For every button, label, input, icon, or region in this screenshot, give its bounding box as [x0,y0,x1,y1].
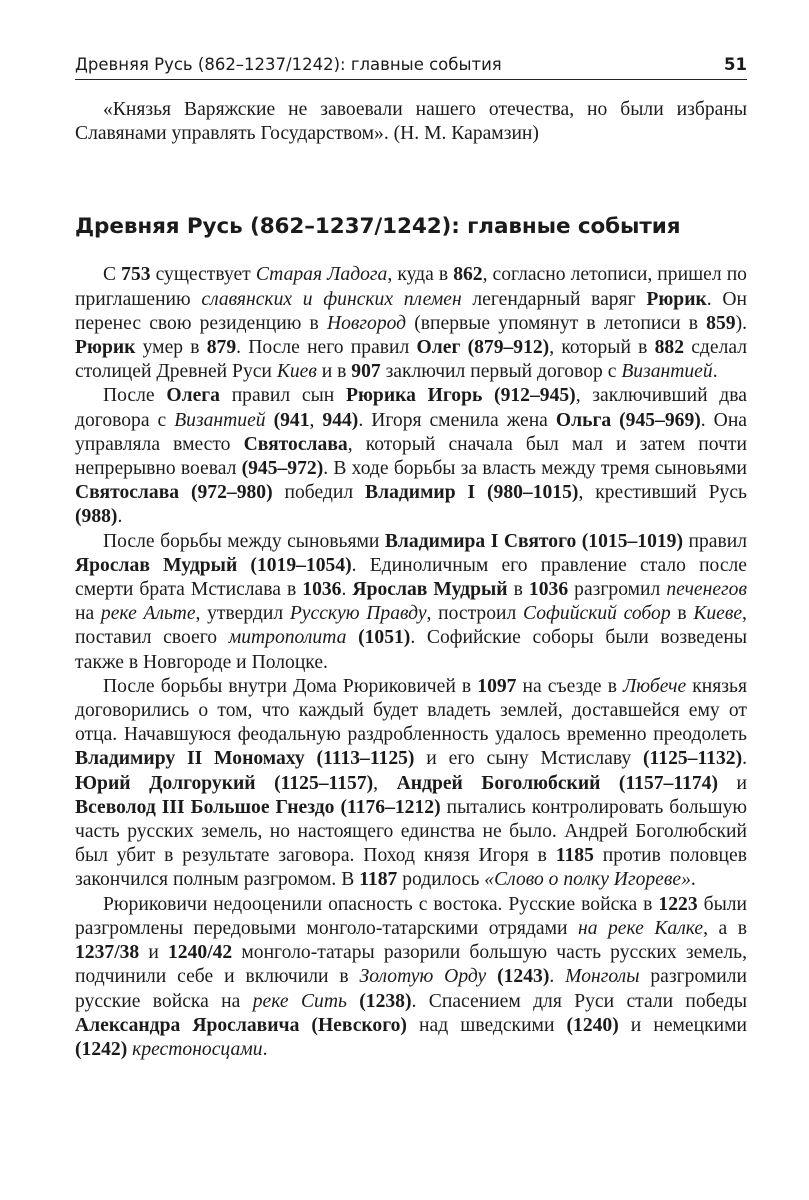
bold-term: 859 [706,312,736,334]
text-run: на съезде в [516,675,624,697]
text-run: После [103,385,167,407]
italic-term: Софийский собор [523,603,671,625]
text-run: , построил [426,603,523,625]
bold-term: Рюрика Игорь (912–945) [345,385,576,407]
italic-term: печенегов [666,579,747,601]
text-run: , который сначала был мал и затем почти непрерывно воевал [75,433,747,480]
text-run [266,410,274,431]
bold-term: Святослава [243,433,348,455]
text-run: разгромили русские войска на [75,966,748,1012]
text-run: против половцев закончился полным разгромом. В [75,845,747,891]
text-run: победил [272,482,366,504]
text-run: родилось [397,869,485,891]
bold-term: (1243) [497,966,550,988]
text-run: , [373,772,397,794]
text-run: , согласно летописи, пришел по приглашению [75,264,747,310]
text-run: . Игоря сменила жена [358,409,556,431]
text-run: . Спасением для Руси стали победы [411,990,748,1012]
text-run: правил [683,530,747,552]
text-run: (впервые упомянут в летописи в [406,312,707,334]
running-head-title: Древняя Русь (862–1237/1242): главные события [75,55,502,74]
text-run: . [742,748,747,770]
text-run: и немецкими [618,1014,747,1036]
text-run: . [712,361,718,383]
text-run [486,966,497,987]
bold-term: (1125–1132) [643,748,743,770]
running-head [75,55,747,80]
body-paragraph [75,530,747,675]
text-run: сделал столицей Древней Руси [75,337,747,383]
bold-term: Ярослав Мудрый [352,579,508,601]
italic-term: реке Сить [252,990,347,1012]
text-run: С [103,264,122,286]
text-run [347,991,359,1012]
bold-term: Ольга (945–969) [555,409,701,431]
bold-term: Олег (879–912) [416,337,550,359]
italic-term: реке Альте [100,603,196,625]
bold-term: 907 [351,361,381,383]
bold-term: (945–972) [241,458,324,480]
italic-term: «Слово о полку Игореве» [484,869,691,891]
bold-term: Рюрик [646,288,707,310]
italic-term: Монголы [565,966,640,988]
bold-term: Владимир I (980–1015) [365,482,579,504]
text-run: После борьбы между сыновьями [103,530,385,552]
text-run: . [262,1038,268,1060]
bold-term: Рюрик [75,337,136,359]
italic-term: Любече [623,675,687,697]
text-run: , куда в [387,264,454,286]
text-run: заключил первый договор с [380,361,622,383]
bold-term: 1185 [555,845,594,867]
text-run [346,627,358,648]
text-run: . [690,869,696,891]
text-run: разгромил [568,579,667,601]
bold-term: 944) [322,409,359,431]
bold-term: (941 [273,409,310,431]
text-run: . В ходе борьбы за власть между тремя сыновьями [323,458,747,480]
bold-term: 1036 [302,579,342,601]
text-run: . [549,966,566,988]
body-text [75,263,747,1062]
text-run: , утвердил [195,603,290,625]
text-run: , крестивший Русь [578,482,747,504]
text-run: над шведскими [406,1014,567,1036]
bold-term: Святослава (972–980) [75,482,273,504]
bold-term: (1242) [75,1038,128,1060]
body-paragraph [75,675,747,893]
bold-term: Юрий Долгорукий (1125–1157) [75,772,374,794]
italic-term: Золотую Орду [359,966,487,988]
body-paragraph [75,384,747,529]
text-run: . После него правил [236,337,417,359]
italic-term: Византией [174,409,266,431]
italic-term: Византией [621,361,713,383]
bold-term: Александра Ярославича (Невского) [75,1014,407,1036]
bold-term: 1036 [528,579,569,601]
bold-term: (1051) [358,627,411,649]
bold-term: 1237/38 [75,942,140,964]
text-run: , а в [703,917,747,939]
text-run: на [75,603,101,625]
text-run: легендарный варяг [461,288,647,310]
italic-term: Киев [276,361,317,383]
bold-term: 1240/42 [168,942,233,964]
bold-term: Андрей Боголюбский (1157–1174) [396,772,718,794]
text-run: ). [735,312,747,334]
bold-term: Владимиру II Мономаху (1113–1125) [75,748,415,770]
text-run: и в [316,361,352,383]
text-run: и его сыну Мстиславу [414,748,644,770]
bold-term: 1223 [658,893,698,915]
text-run: в [507,579,529,601]
text-run: , поставил своего [75,603,747,649]
text-run: и [717,772,747,794]
italic-term: Новгород [326,312,407,334]
bold-term: 862 [453,264,483,286]
text-run: в [670,603,694,625]
bold-term: Владимира I Святого (1015–1019) [384,530,683,552]
section-title: Древняя Русь (862–1237/1242): главные события [75,214,681,240]
text-run: . Она управляла вместо [75,409,747,455]
italic-term: крестоносцами [132,1038,263,1060]
italic-term: славянских и финских племен [201,288,462,310]
bold-term: (1238) [359,990,412,1012]
text-run: После борьбы внутри Дома Рюриковичей в [103,675,478,697]
text-run: монголо-татары разорили большую часть русских земель, подчинили себе и включили в [75,942,747,988]
text-run: существует [150,264,256,286]
bold-term: (988) [75,506,118,528]
italic-term: Русскую Правду [289,603,427,625]
text-run: пытались контролировать большую часть русских земель, но настоящего единства не было. Андрей Боголюбский был убит в результате заговора. Поход князя Игоря в [75,796,748,867]
text-run: . Софийские соборы были возведены также в Новгороде и Полоцке. [75,627,747,673]
page-number: 51 [724,55,747,74]
text-run: , заключивший два договора с [75,385,747,431]
text-run: . [117,506,123,528]
bold-term: 753 [121,264,151,286]
text-run: , который в [549,337,655,359]
italic-term: Киеве [693,603,743,625]
bold-term: 1187 [359,869,398,891]
text-run: . Единоличным его правление стало после смерти брата Мстислава в [75,554,748,601]
body-paragraph [75,263,747,384]
text-run: правил сын [219,385,346,407]
italic-term: на реке Калке [577,917,704,939]
text-run: , [309,409,323,431]
book-page [75,55,747,1062]
text-run: . [341,579,353,601]
text-run: умер в [135,337,207,359]
text-run: князья договорились о том, что каждый будет владеть землей, доставшейся ему от отца. Начавшуюся феодальную раздробленность удалось временно преодолеть [75,675,747,746]
bold-term: 879 [206,337,237,359]
text-run: Рюриковичи недооценили опасность с востока. Русские войска в [103,893,659,915]
italic-term: митрополита [228,627,347,649]
bold-term: Всеволод III Большое Гнездо (1176–1212) [75,796,441,818]
italic-term: Старая Ладога [255,264,388,286]
epigraph-quote: «Князья Варяжские не завоевали нашего отечества, но были избраны Славянами управлять Государством». (Н. М. Карамзин) [75,99,747,145]
bold-term: 1097 [477,675,517,697]
bold-term: Олега [166,385,220,407]
body-paragraph [75,893,747,1062]
bold-term: Ярослав Мудрый (1019–1054) [75,554,352,576]
text-run: были разгромлены передовыми монголо-татарскими отрядами [75,893,747,939]
text-run: и [139,942,168,964]
bold-term: (1240) [566,1014,619,1036]
bold-term: 882 [654,337,684,359]
text-run: . Он перенес свою резиденцию в [75,288,748,334]
